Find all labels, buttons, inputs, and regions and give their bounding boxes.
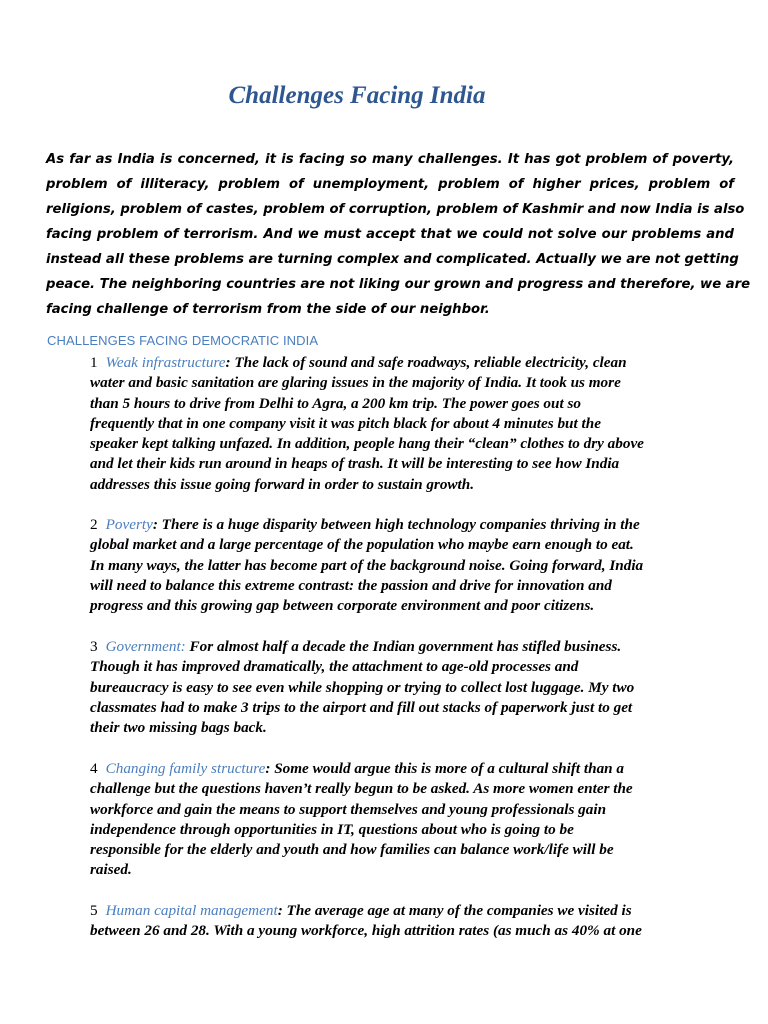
item-line: classmates had to make 3 trips to the airport and fill out stacks of paperwork just to get	[90, 698, 633, 716]
item-line: frequently that in one company visit it was pitch black for about 4 minutes but the	[90, 414, 601, 432]
item-text: : There is a huge disparity between high technology companies thriving in the	[152, 516, 640, 533]
item-first-line	[90, 515, 738, 535]
item-line: Though it has improved dramatically, the attachment to age-old processes and	[90, 658, 579, 676]
intro-line: facing problem of terrorism. And we must accept that we could not solve our problems and	[46, 227, 734, 242]
item-line: progress and this growing gap between corporate environment and poor citizens.	[90, 597, 595, 615]
document-title: Challenges Facing India	[228, 82, 486, 109]
item-line: than 5 hours to drive from Delhi to Agra, a 200 km trip. The power goes out so	[90, 394, 581, 412]
item-line: water and basic sanitation are glaring issues in the majority of India. It took us more	[90, 374, 621, 392]
item-first-line	[90, 353, 738, 373]
item-number: 5	[90, 902, 98, 919]
item-text: : The average age at many of the companies we visited is	[277, 902, 632, 919]
item-line: In many ways, the latter has become part of the background noise. Going forward, India	[90, 556, 644, 574]
item-line: workforce and gain the means to support themselves and young professionals gain	[90, 800, 607, 818]
item-line: and let their kids run around in heaps of trash. It will be interesting to see how India	[90, 455, 620, 473]
item-text: For almost half a decade the Indian government has stifled business.	[185, 638, 622, 655]
challenge-item-poverty	[90, 515, 738, 616]
item-heading: Poverty	[105, 516, 153, 533]
item-text: : The lack of sound and safe roadways, reliable electricity, clean	[225, 354, 627, 371]
intro-line: religions, problem of castes, problem of corruption, problem of Kashmir and now India is also	[46, 202, 745, 217]
section-heading: CHALLENGES FACING DEMOCRATIC INDIA	[47, 333, 319, 348]
intro-line: problem of illiteracy, problem of unemployment, problem of higher prices, problem of	[46, 177, 734, 192]
item-line: their two missing bags back.	[90, 719, 267, 737]
item-line: will need to balance this extreme contrast: the passion and drive for innovation and	[90, 576, 612, 594]
item-line: speaker kept talking unfazed. In addition, people hang their “clean” clothes to dry above	[90, 435, 644, 453]
item-first-line	[90, 759, 738, 779]
item-line: raised.	[90, 861, 132, 879]
intro-line: As far as India is concerned, it is facing so many challenges. It has got problem of poverty,	[46, 152, 734, 167]
item-first-line	[90, 901, 738, 921]
item-line: global market and a large percentage of the population who maybe earn enough to eat.	[90, 536, 634, 554]
item-line: bureaucracy is easy to see even while shopping or trying to collect lost luggage. My two	[90, 678, 635, 696]
item-heading: Changing family structure	[105, 760, 266, 777]
intro-line: peace. The neighboring countries are not liking our grown and progress and therefore, we are	[46, 277, 751, 292]
intro-paragraph	[46, 147, 751, 322]
challenge-item-weak-infrastructure	[90, 353, 738, 495]
item-line: responsible for the elderly and youth and how families can balance work/life will be	[90, 841, 614, 859]
item-heading: Human capital management	[105, 902, 278, 919]
item-first-line	[90, 637, 738, 657]
item-number: 1	[90, 354, 98, 371]
item-line: challenge but the questions haven’t really begun to be asked. As more women enter the	[90, 780, 633, 798]
intro-line: facing challenge of terrorism from the side of our neighbor.	[46, 302, 490, 317]
intro-line: instead all these problems are turning complex and complicated. Actually we are not getting	[46, 252, 739, 267]
item-line: between 26 and 28. With a young workforce, high attrition rates (as much as 40% at one	[90, 922, 642, 940]
item-heading: Weak infrastructure	[105, 354, 226, 371]
challenge-item-government	[90, 637, 738, 738]
item-heading: Government:	[105, 638, 186, 655]
item-text: : Some would argue this is more of a cultural shift than a	[265, 760, 625, 777]
item-number: 2	[90, 516, 98, 533]
challenge-item-changing-family-structure	[90, 759, 738, 881]
challenge-item-human-capital-management	[90, 901, 738, 942]
item-line: independence through opportunities in IT, questions about who is going to be	[90, 820, 574, 838]
item-number: 3	[90, 638, 98, 655]
item-line: addresses this issue going forward in order to sustain growth.	[90, 475, 475, 493]
item-number: 4	[90, 760, 98, 777]
